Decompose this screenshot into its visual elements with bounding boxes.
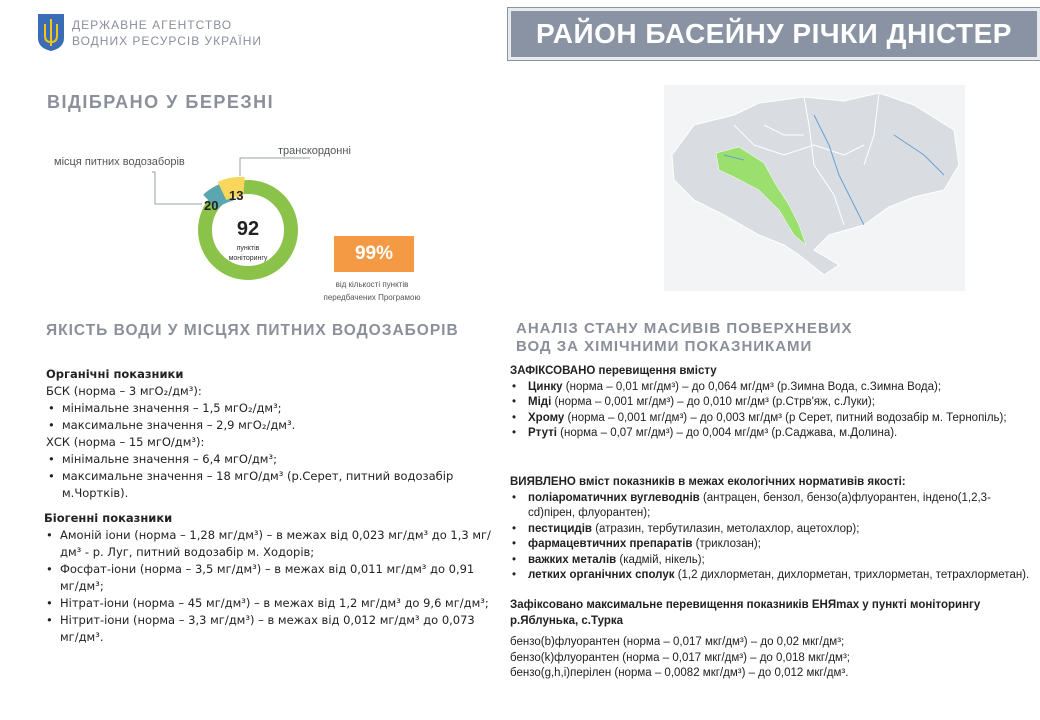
left-section-title: ЯКІСТЬ ВОДИ У МІСЦЯХ ПИТНИХ ВОДОЗАБОРІВ — [46, 322, 459, 339]
phosphate-item: • Фосфат-іони (норма – 3,5 мг/дм³) – в межах від 0,011 мг/дм³ до 0,91 мг/дм³; — [44, 561, 492, 595]
bsk-min: • мінімальне значення – 1,5 мгО₂/дм³; — [46, 400, 486, 417]
pah-item — [510, 491, 1030, 522]
hsk-min: • мінімальне значення – 6,4 мгО/дм³; — [46, 451, 486, 468]
voc-name: летких органічних сполук — [528, 569, 675, 581]
zinc-name: Цинку — [528, 380, 563, 393]
zinc-text: (норма – 0,01 мг/дм³) – до 0,064 мг/дм³ (р.Зимна Вода, с.Зимна Вода); — [562, 380, 942, 393]
total-caption-2: моніторингу — [228, 255, 268, 262]
voc-item — [510, 568, 1030, 584]
max-block — [510, 598, 1010, 682]
exceed-title: ЗАФІКСОВАНО перевищення вмісту — [510, 365, 717, 377]
right-title-2: ВОД ЗА ХІМІЧНИМИ ПОКАЗНИКАМИ — [516, 338, 813, 355]
ukraine-map — [664, 85, 965, 291]
mercury-text: (норма – 0,07 мг/дм³) – до 0,004 мг/дм³ (р.Саджава, м.Долина). — [556, 427, 898, 439]
label-transboundary: транскордонні — [278, 145, 351, 157]
exceed-block — [510, 364, 1030, 442]
hsk-line: ХСК (норма – 15 мгО/дм³): — [46, 435, 205, 449]
right-section-title — [516, 320, 853, 356]
organic-title: Органічні показники — [46, 367, 184, 381]
biogenic-block — [44, 510, 492, 646]
pest-name: пестицидів — [528, 522, 592, 535]
chrome-text: (норма – 0,001 мг/дм³) – до 0,003 мг/дм³ (р Серет, питний водозабір м. Тернопіль); — [564, 411, 1007, 424]
pah-name: поліароматичних вуглеводнів — [528, 491, 700, 504]
ammonium-item: • Амоній іони (норма – 1,28 мг/дм³) – в межах від 0,023 мг/дм³ до 1,3 мг/дм³ - р. Луг, питний водозабір м. Ходорів; — [44, 527, 492, 561]
nitrate-item: • Нітрат-іони (норма – 45 мг/дм³) – в межах від 1,2 мг/дм³ до 9,6 мг/дм³; — [44, 595, 492, 612]
max-item-3: бензо(g,h,i)перілен (норма – 0,0082 мкг/дм³) – до 0,012 мкг/дм³. — [510, 667, 849, 679]
copper-item — [510, 395, 1030, 411]
max-item-1: бензо(b)флуорантен (норма – 0,017 мкг/дм³) – до 0,02 мкг/дм³; — [510, 636, 845, 648]
total-caption-1: пунктів — [236, 245, 260, 252]
zinc-item — [510, 380, 1030, 396]
percent-note-1: від кількості пунктів — [335, 280, 409, 289]
pharma-item — [510, 537, 1030, 553]
emblem-icon — [36, 12, 66, 52]
total-caption — [220, 244, 276, 264]
chrome-item — [510, 411, 1030, 427]
biogenic-title: Біогенні показники — [44, 511, 173, 525]
transboundary-count: 13 — [229, 188, 244, 203]
metals-name: важких металів — [528, 553, 617, 566]
donut-chart — [140, 140, 310, 290]
within-title: ВИЯВЛЕНО вміст показників в межах екологічних нормативів якості: — [510, 476, 906, 488]
metals-text: (кадмій, нікель); — [616, 553, 705, 566]
voc-text: (1,2 дихлорметан, дихлорметан, трихлорметан, тетрахлорметан). — [674, 569, 1030, 581]
percent-note — [312, 278, 432, 304]
copper-text: (норма – 0,001 мг/дм³) – до 0,010 мг/дм³ (р.Стрв'яж, с.Луки); — [551, 396, 875, 408]
label-drinking: місця питних водозаборів — [54, 156, 185, 168]
percent-badge: 99% — [334, 236, 414, 272]
sampled-title: ВІДІБРАНО У БЕРЕЗНІ — [47, 92, 275, 112]
pest-item — [510, 522, 1030, 538]
agency-name — [72, 17, 262, 49]
right-title-1: АНАЛІЗ СТАНУ МАСИВІВ ПОВЕРХНЕВИХ — [516, 320, 853, 337]
bsk-line: БСК (норма – 3 мгО₂/дм³): — [46, 384, 202, 398]
chrome-name: Хрому — [528, 411, 565, 424]
basin-banner: РАЙОН БАСЕЙНУ РІЧКИ ДНІСТЕР — [508, 8, 1040, 60]
pharma-name: фармацевтичних препаратів — [528, 538, 693, 550]
within-block — [510, 475, 1030, 584]
hsk-max: • максимальне значення – 18 мгО/дм³ (р.Серет, питний водозабір м.Чортків). — [46, 468, 486, 502]
mercury-name: Ртуті — [528, 427, 557, 439]
pah-text: (антрацен, бензол, бензо(а)флуорантен, індено(1,2,3-cd)пірен, флуорантен); — [528, 491, 991, 519]
percent-note-2: передбачених Програмою — [323, 293, 421, 302]
pest-text: (атразин, тербутилазин, метолахлор, ацетохлор); — [592, 522, 860, 535]
total-count: 92 — [236, 218, 260, 240]
agency-line-2: ВОДНИХ РЕСУРСІВ УКРАЇНИ — [72, 34, 262, 48]
max-item-2: бензо(k)флуорантен (норма – 0,017 мкг/дм³) – до 0,018 мкг/дм³; — [510, 651, 850, 664]
drinking-count: 20 — [204, 198, 219, 213]
pharma-text: (триклозан); — [692, 538, 761, 550]
bsk-max: • максимальне значення – 2,9 мгО₂/дм³. — [46, 417, 486, 434]
agency-line-1: ДЕРЖАВНЕ АГЕНТСТВО — [72, 18, 233, 32]
metals-item — [510, 553, 1030, 569]
organic-block — [46, 366, 486, 502]
mercury-item — [510, 426, 1030, 442]
nitrite-item: • Нітрит-іони (норма – 3,3 мг/дм³) – в межах від 0,012 мг/дм³ до 0,073 мг/дм³. — [44, 612, 492, 646]
copper-name: Міді — [528, 396, 552, 408]
max-title: Зафіксовано максимальне перевищення показників ЕНЯmax у пункті моніторингу р.Яблунька, с.Турка — [510, 599, 981, 627]
